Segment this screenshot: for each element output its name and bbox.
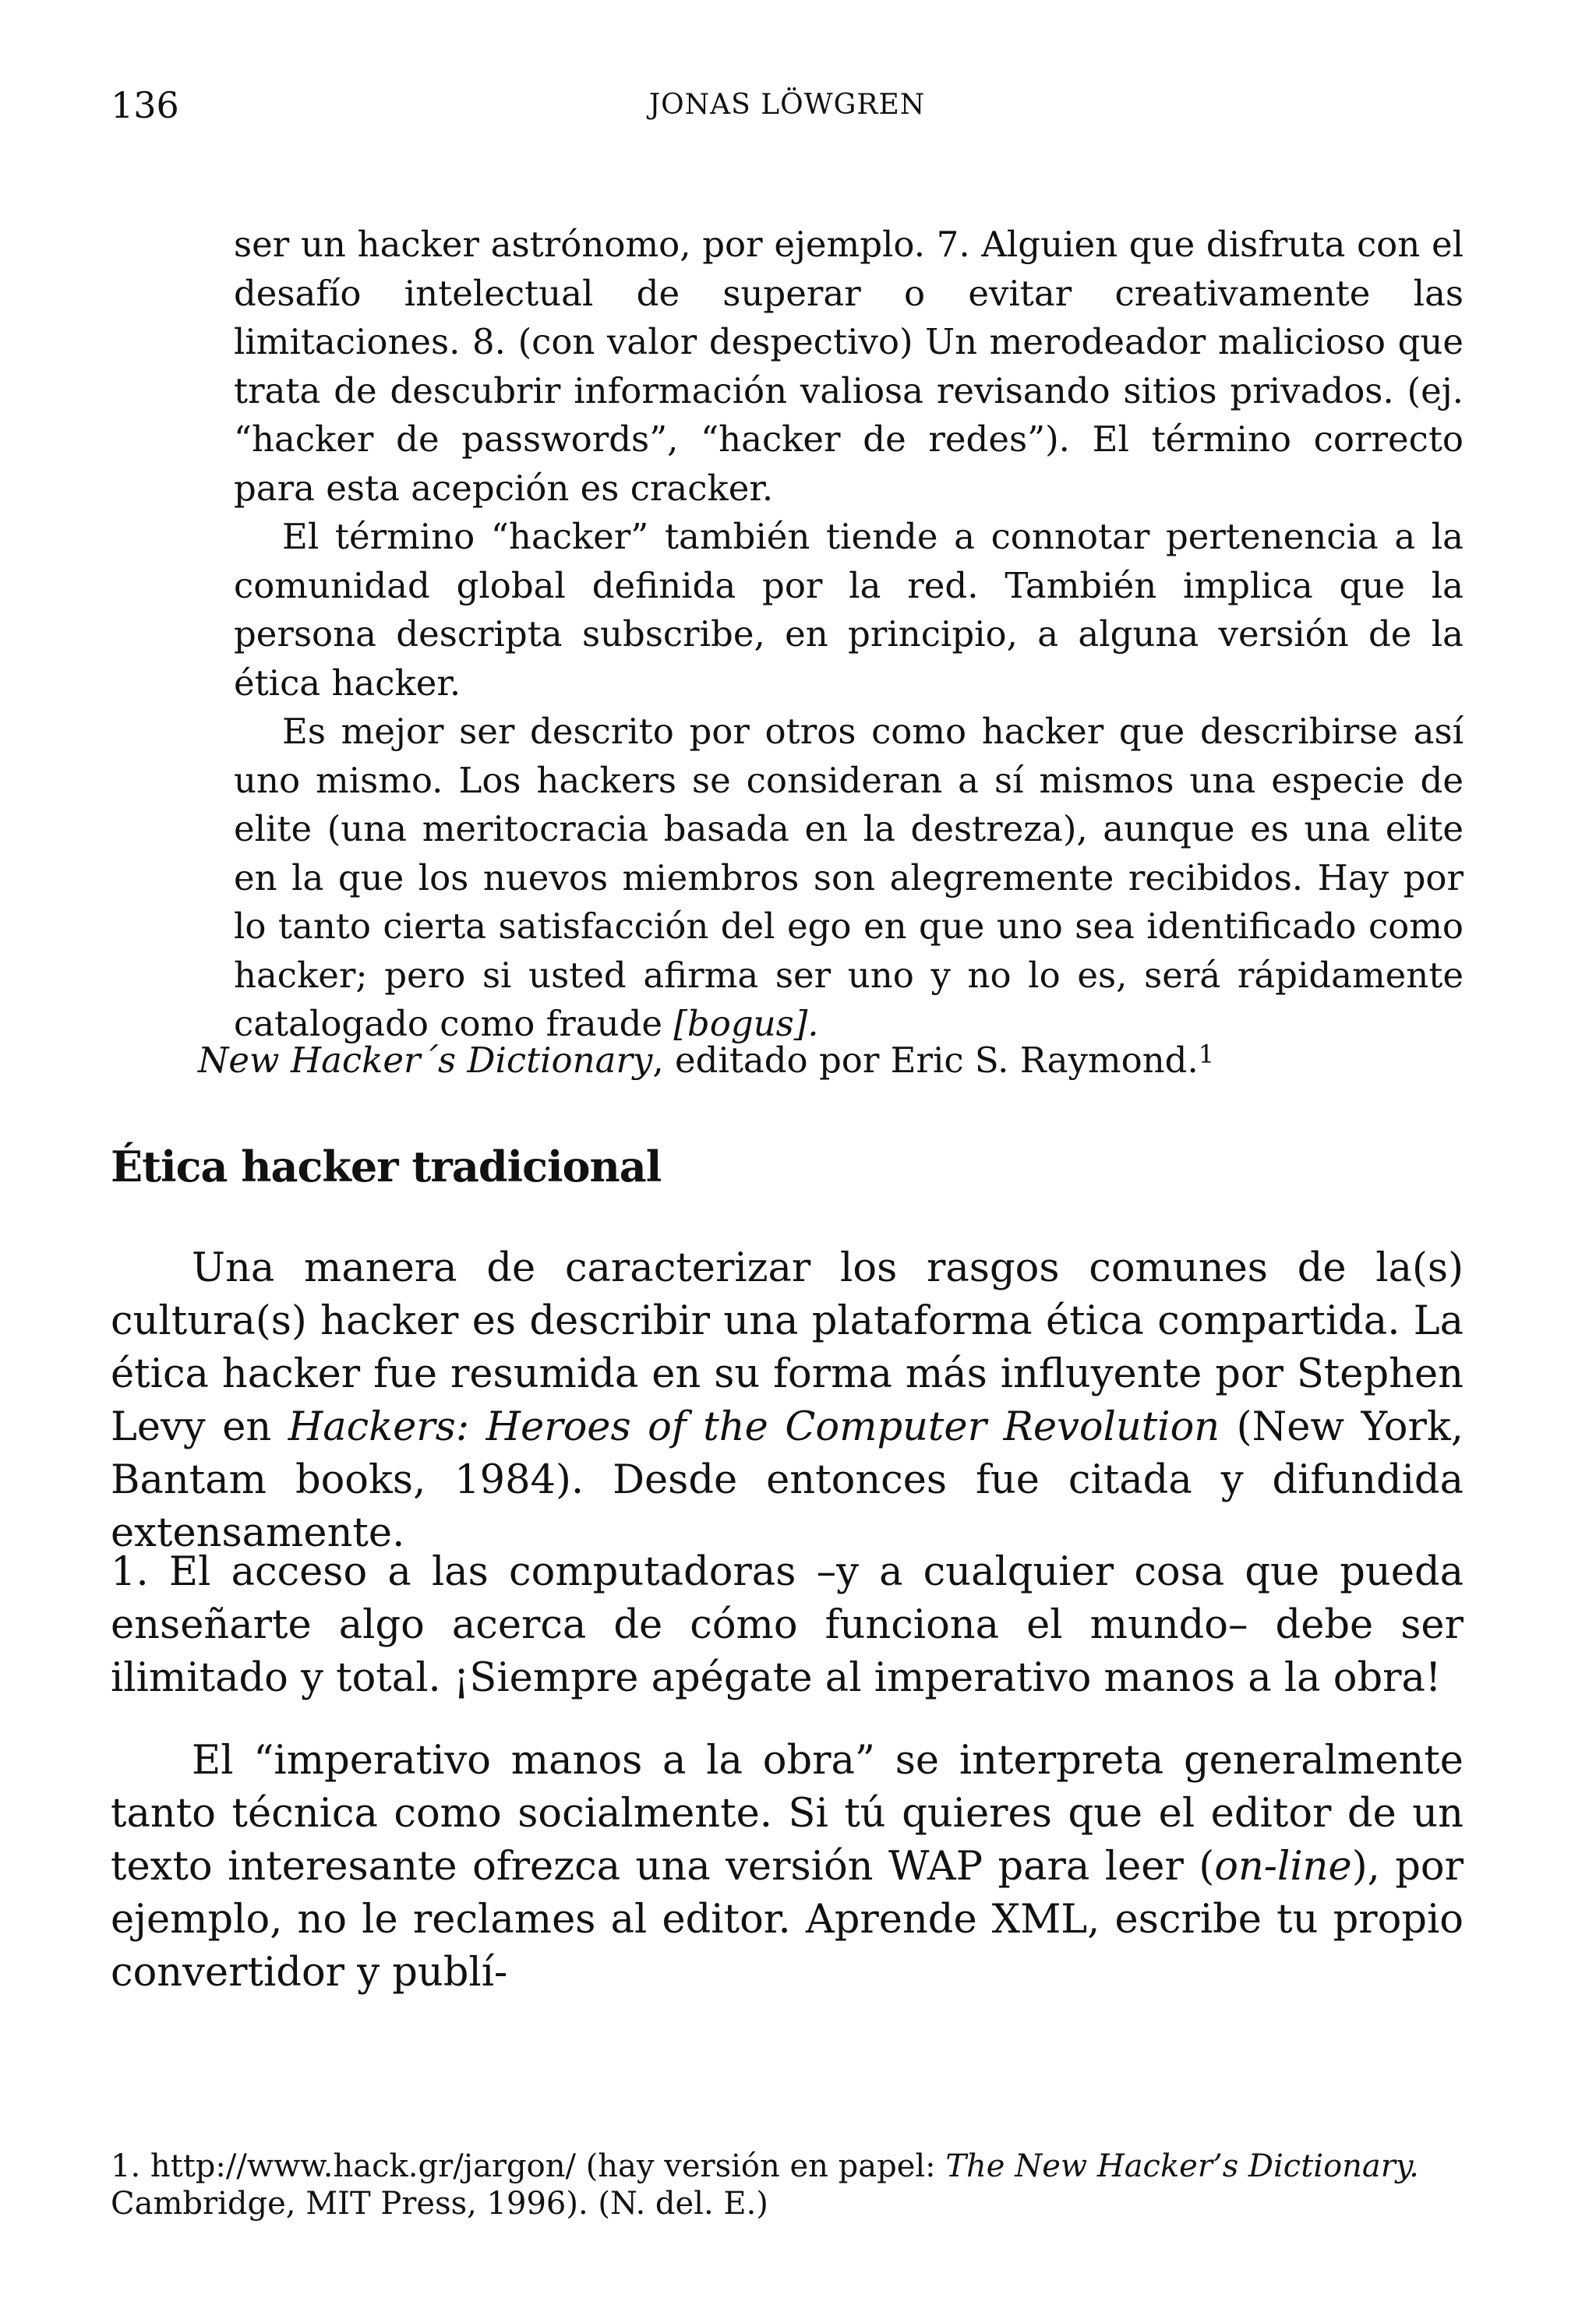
- running-header: [111, 78, 1464, 132]
- body-paragraph: [111, 1735, 1464, 2000]
- quote-source: [198, 1030, 1214, 1085]
- footnote-text: 1. http://www.hack.gr/jargon/ (hay versión en papel:: [111, 2148, 946, 2184]
- source-title: New Hacker´s Dictionary: [198, 1040, 653, 1081]
- running-title: JONAS LÖWGREN: [648, 89, 926, 121]
- quote-italic-term: [bogus].: [673, 1003, 819, 1044]
- footnote: [111, 2148, 1464, 2222]
- quote-paragraph: ser un hacker astrónomo, por ejemplo. 7. Alguien que disfruta con el desafío intelectual de superar o evitar creativamente las limitaciones. 8. (con valor despectivo) Un merodeador malicioso que trata de descubrir información valiosa revisando sitios privados. (ej. “hacker de passwords”, “hacker de redes”). El término correcto para esta acepción es cracker.: [234, 224, 1464, 509]
- block-quote: [234, 221, 1464, 1049]
- quote-paragraph: El término “hacker” también tiende a connotar pertenencia a la comunidad global definida por la red. También implica que la persona descripta subscribe, en principio, a alguna versión de la ética hacker.: [234, 516, 1464, 704]
- page-number: 136: [111, 84, 179, 126]
- footnote-book-title: The New Hacker’s Dictionary.: [945, 2148, 1419, 2184]
- body-text: ), por ejemplo, no le reclames al editor. Aprende XML, escribe tu propio convertidor y publí-: [111, 1844, 1464, 1996]
- footnote-reference: 1: [1198, 1040, 1215, 1069]
- footnote-text: Cambridge, MIT Press, 1996). (N. del. E.): [111, 2186, 768, 2222]
- body-text: (New York, Bantam books, 1984). Desde entonces fue citada y difundida extensamente.: [111, 1404, 1464, 1556]
- ethic-principle: 1. El acceso a las computadoras –y a cualquier cosa que pueda enseñarte algo acerca de cómo funciona el mundo– debe ser ilimitado y total. ¡Siempre apégate al imperativo manos a la obra!: [111, 1549, 1464, 1701]
- source-credit: , editado por Eric S. Raymond.: [652, 1040, 1199, 1081]
- body-paragraph: [111, 1242, 1464, 1560]
- body-text: Una manera de caracterizar los rasgos comunes de la(s) cultura(s) hacker es describir una plataforma ética compartida. La ética hacker fue resumida en su forma más influyente por Stephen Levy en: [111, 1245, 1464, 1450]
- section-heading: Ética hacker tradicional: [111, 1142, 662, 1191]
- italic-term: on-line: [1214, 1844, 1352, 1890]
- quote-text: Es mejor ser descrito por otros como hacker que describirse así uno mismo. Los hackers se consideran a sí mismos una especie de elite (una meritocracia basada en la destreza), aunque es una elite en la que los nuevos miembros son alegremente recibidos. Hay por lo tanto cierta satisfacción del ego en que uno sea identificado como hacker; pero si usted afirma ser uno y no lo es, será rápidamente catalogado como fraude: [234, 711, 1464, 1044]
- quote-paragraph: [234, 708, 1464, 1049]
- book-title: Hackers: Heroes of the Computer Revolution: [288, 1404, 1220, 1450]
- body-text: El “imperativo manos a la obra” se interpreta generalmente tanto técnica como socialmente. Si tú quieres que el editor de un texto interesante ofrezca una versión WAP para leer (: [111, 1738, 1464, 1890]
